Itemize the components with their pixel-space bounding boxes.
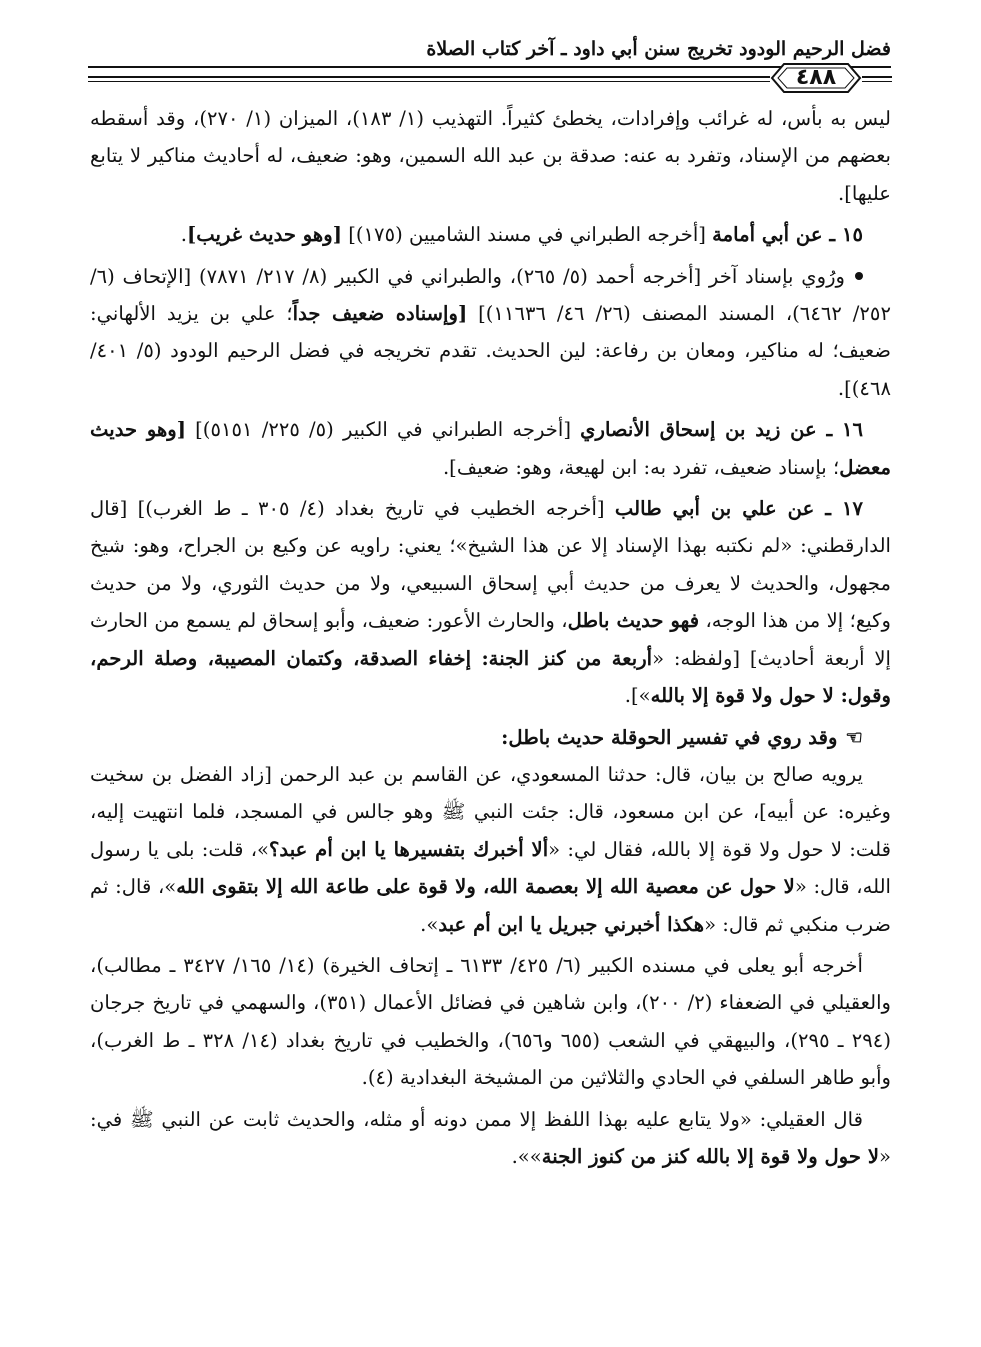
page-number-rule-right [862, 76, 892, 78]
narration-quote-3: هكذا أخبرني جبريل يا ابن أم عبد [438, 912, 705, 936]
hadith-17 [90, 490, 891, 714]
hadith-15-source: [أخرجه الطبراني في مسند الشاميين (١٧٥)] [341, 223, 713, 247]
hadith-15-verdict: [وهو حديث غريب] [187, 223, 342, 247]
hadith-17-heading: ١٧ ـ عن علي بن أبي طالب [614, 497, 864, 521]
hadith-17-end: »]. [624, 684, 651, 708]
hadith-17-verdict: فهو حديث باطل [567, 609, 700, 633]
hadith-15-heading: ١٥ ـ عن أبي أمامة [712, 223, 863, 247]
main-text [90, 100, 891, 1175]
alternate-chain-notes: ؛ علي بن يزيد الألهاني: ضعيف؛ له مناكير، ومعان بن رفاعة: لين الحديث. تقدم تخريجه في فضل الرحيم الودود (٥/ ٤٠١/ ٤٦٨)]. [90, 302, 891, 400]
page-number: ٤٨٨ [795, 65, 837, 90]
bullet-icon [855, 272, 863, 280]
hadith-17-notes: ، والحارث الأعور: ضعيف، وأبو إسحاق لم يسمع من الحارث إلا أربعة أحاديث] [ولفظه: « [90, 609, 891, 670]
running-header-title: فضل الرحيم الودود تخريج سنن أبي داود ـ آخر كتاب الصلاة [426, 38, 891, 60]
hadith-16-source: [أخرجه الطبراني في الكبير (٥/ ٢٢٥/ ٥١٥١)] [186, 418, 581, 442]
narration-text-3: »، قال: ثم ضرب منكبي ثم قال: « [90, 875, 891, 936]
hadith-15-end: . [180, 223, 188, 247]
hadith-16-heading: ١٦ ـ عن زيد بن إسحاق الأنصاري [580, 418, 864, 442]
narration-quote-1: ألا أخبرك بتفسيرها يا ابن أم عبد؟ [269, 837, 549, 861]
paragraph-continuation [90, 100, 891, 212]
narration-quote-2: لا حول عن معصية الله إلا بعصمة الله، ولا قوة على طاعة الله إلا بتقوى الله [176, 875, 795, 899]
narration-text: يرويه صالح بن بيان، قال: حدثنا المسعودي، عن القاسم بن عبد الرحمن [زاد الفضل بن سخيت وغيره: عن أبيه]، عن ابن مسعود، قال: جئت النبي ﷺ وهو جالس في المسجد، فلما انتهيت إليه، قلت: لا حول ولا قوة إلا بالله، فقال لي: « [90, 762, 891, 861]
section-heading-text: وقد روي في تفسير الحوقلة حديث باطل: [501, 725, 838, 749]
takhrij-text: أخرجه أبو يعلى في مسنده الكبير (٦/ ٤٢٥/ ٦١٣٣ ـ إتحاف الخيرة) (١٤/ ١٦٥/ ٣٤٢٧ ـ مطالب)، والعقيلي في الضعفاء (٢/ ٢٠٠)، وابن شاهين في فضائل الأعمال (٣٥١)، والسهمي في تاريخ جرجان (٢٩٤ ـ ٢٩٥)، والبيهقي في الشعب (٦٥٥ و٦٥٦)، والخطيب في تاريخ بغداد (١٤/ ٣٢٨ ـ ط الغرب)، وأبو طاهر السلفي في الحادي والثلاثين من المشيخة البغدادية (٤). [90, 953, 891, 1090]
aqili-text: قال العقيلي: «ولا يتابع عليه بهذا اللفظ إلا ممن دونه أو مثله، والحديث ثابت عن النبي ﷺ في: « [90, 1107, 891, 1168]
takhrij-paragraph [90, 947, 891, 1097]
hadith-17-wording: أربعة من كنز الجنة: إخفاء الصدقة، وكتمان المصيبة، وصلة الرحم، وقول: لا حول ولا قوة إلا بالله [90, 646, 891, 708]
narration-paragraph [90, 756, 891, 943]
narration-text-2: »، قلت: بلى يا رسول الله، قال: « [90, 837, 891, 899]
alternate-chain [90, 258, 891, 408]
page-number-rule-left [88, 76, 770, 78]
aqili-end: »». [511, 1144, 542, 1168]
page-number-rule-left-thin [88, 81, 770, 82]
pointing-hand-icon: ☜ [845, 725, 863, 749]
section-heading [90, 719, 891, 756]
hadith-15 [90, 216, 891, 253]
page-number-rule-right-thin [862, 81, 892, 82]
hadith-16-verdict: [وهو حديث معضل [90, 418, 891, 479]
page-number-ornament [770, 60, 862, 96]
aqili-quote: لا حول ولا قوة إلا بالله كنز من كنوز الجنة [541, 1144, 879, 1168]
paragraph-text: ليس به بأس، له غرائب وإفرادات، يخطئ كثيراً. التهذيب (١/ ١٨٣)، الميزان (١/ ٢٧٠)، وقد أسقطه بعضهم من الإسناد، وتفرد به عنه: صدقة بن عبد الله السمين، وهو: ضعيف، له أحاديث مناكير لا يتابع عليها]. [90, 107, 891, 205]
alternate-chain-verdict: [وإسناده ضعيف جداً [292, 302, 468, 326]
alternate-chain-source: ورُوي بإسناد آخر [أخرجه أحمد (٥/ ٢٦٥)، والطبراني في الكبير (٨/ ٢١٧/ ٧٨٧١) [الإتحاف (٦/ ٢٥٢/ ٦٤٦٢)، المسند المصنف (٢٦/ ٤٦/ ١١٦٣٦)] [90, 264, 891, 326]
hadith-16 [90, 411, 891, 486]
hadith-17-source: [أخرجه الخطيب في تاريخ بغداد (٤/ ٣٠٥ ـ ط الغرب)] [قال الدارقطني: «لم نكتبه بهذا الإسناد إلا عن هذا الشيخ»؛ يعني: راويه عن وكيع بن الجراح، وهو: شيخ مجهول، والحديث لا يعرف من حديث أبي إسحاق السبيعي، ولا من حديث الثوري، ولا من حديث وكيع؛ إلا من هذا الوجه، [90, 497, 891, 633]
narration-end: ». [420, 912, 439, 936]
aqili-paragraph [90, 1101, 891, 1176]
hadith-16-notes: ؛ بإسناد ضعيف، تفرد به: ابن لهيعة، وهو: ضعيف]. [442, 455, 840, 479]
